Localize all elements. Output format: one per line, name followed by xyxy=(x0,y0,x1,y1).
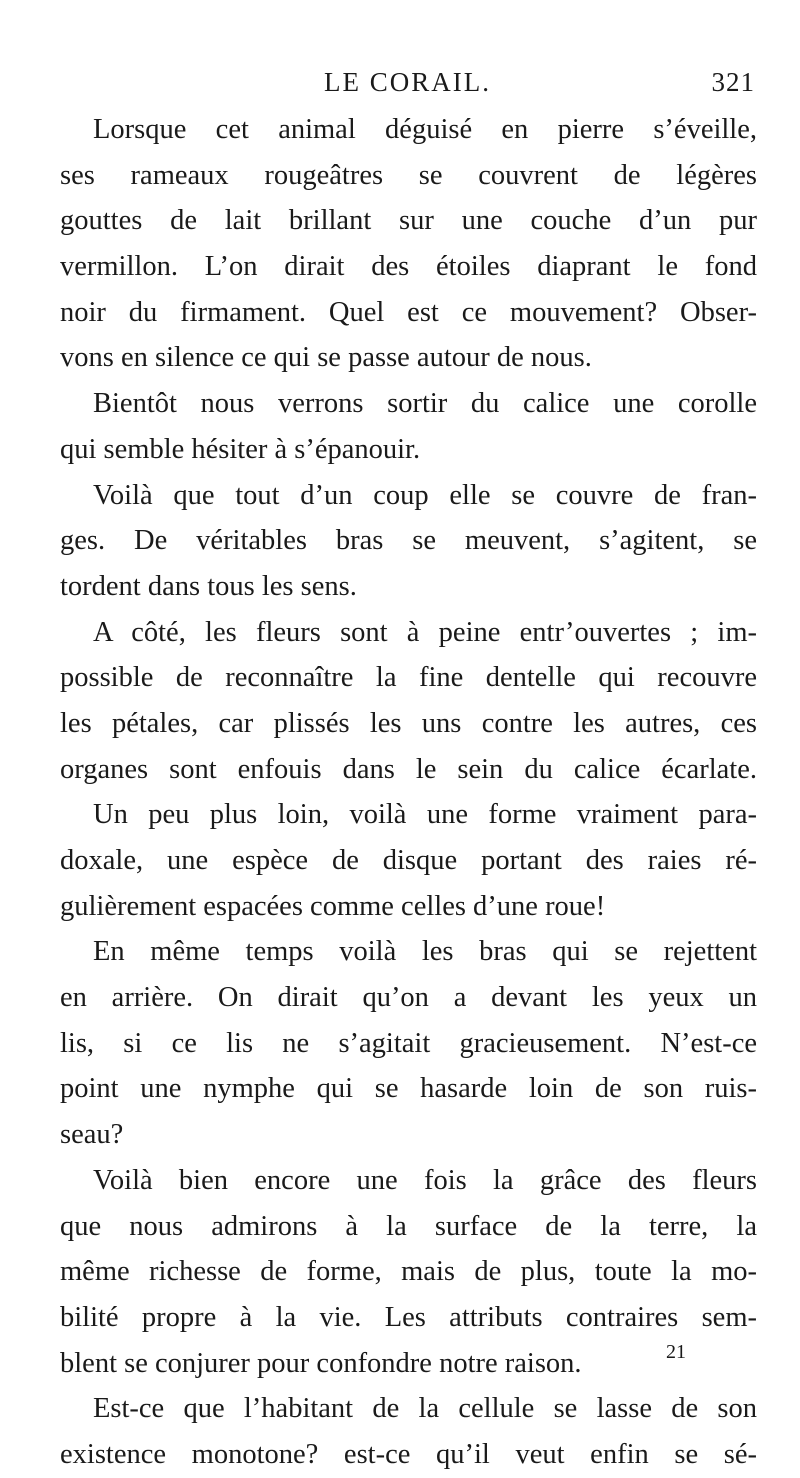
text-line: organes sont enfouis dans le sein du calice écarlate. xyxy=(60,753,757,785)
text-line: seau? xyxy=(60,1119,124,1151)
text-line: Est-ce que l’habitant de la cellule se lasse de son xyxy=(93,1393,757,1425)
text-line: ses rameaux rougeâtres se couvrent de légères xyxy=(60,159,757,191)
text-line: Bientôt nous verrons sortir du calice une corolle xyxy=(93,388,757,420)
text-line: possible de reconnaître la fine dentelle qui recouvre xyxy=(60,662,757,694)
text-line: Voilà bien encore une fois la grâce des fleurs xyxy=(93,1164,757,1196)
text-line: En même temps voilà les bras qui se rejettent xyxy=(93,936,757,968)
text-line: même richesse de forme, mais de plus, toute la mo- xyxy=(60,1256,757,1288)
page-number: 321 xyxy=(711,67,755,97)
text-line: Un peu plus loin, voilà une forme vraiment para- xyxy=(93,799,757,831)
text-line: vons en silence ce qui se passe autour de nous. xyxy=(60,342,592,374)
text-line: bilité propre à la vie. Les attributs contraires sem- xyxy=(60,1301,757,1333)
body-text xyxy=(60,107,757,1478)
running-title: LE CORAIL. xyxy=(324,67,491,97)
text-line: lis, si ce lis ne s’agitait gracieusement. N’est-ce xyxy=(60,1027,757,1059)
text-line: en arrière. On dirait qu’on a devant les yeux un xyxy=(60,982,757,1014)
text-line: tordent dans tous les sens. xyxy=(60,570,357,602)
text-line: noir du firmament. Quel est ce mouvement? Obser- xyxy=(60,296,757,328)
text-line: gulièrement espacées comme celles d’une roue! xyxy=(60,890,606,922)
text-line: A côté, les fleurs sont à peine entr’ouvertes ; im- xyxy=(93,616,757,648)
page-header xyxy=(60,62,755,102)
text-line: qui semble hésiter à s’épanouir. xyxy=(60,433,421,465)
text-line: blent se conjurer pour confondre notre raison. xyxy=(60,1347,582,1379)
text-line: vermillon. L’on dirait des étoiles diaprant le fond xyxy=(60,251,757,283)
text-line: Lorsque cet animal déguisé en pierre s’éveille, xyxy=(93,114,757,145)
text-line: existence monotone? est-ce qu’il veut enfin se sé- xyxy=(60,1438,757,1470)
text-line: ges. De véritables bras se meuvent, s’agitent, se xyxy=(60,525,757,557)
text-line: gouttes de lait brillant sur une couche d’un pur xyxy=(60,205,757,237)
text-line: que nous admirons à la surface de la terre, la xyxy=(60,1210,757,1242)
text-line: point une nymphe qui se hasarde loin de son ruis- xyxy=(60,1073,757,1105)
text-line: doxale, une espèce de disque portant des raies ré- xyxy=(60,845,757,876)
text-line: les pétales, car plissés les uns contre les autres, ces xyxy=(60,707,757,739)
text-line: Voilà que tout d’un coup elle se couvre de fran- xyxy=(93,479,757,511)
signature-mark: 21 xyxy=(666,1341,686,1363)
